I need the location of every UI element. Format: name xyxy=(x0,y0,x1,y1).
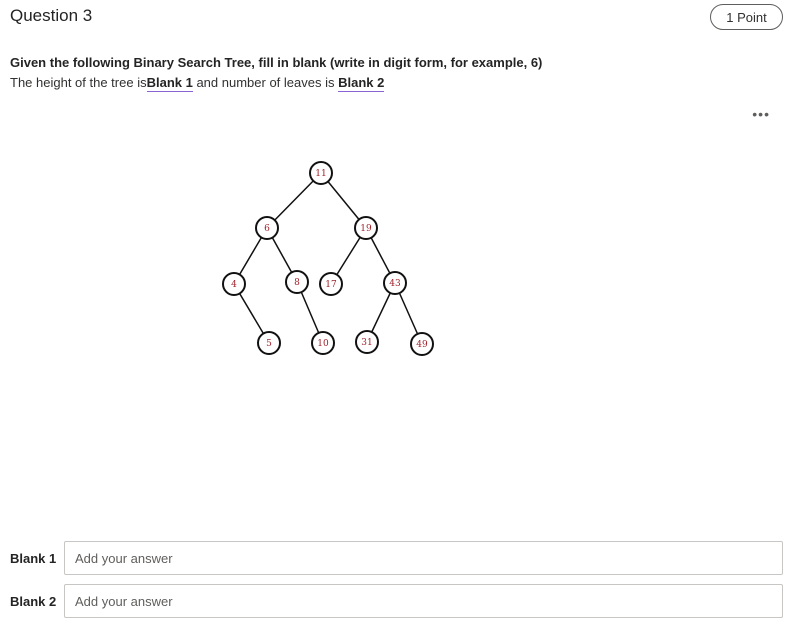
tree-node xyxy=(384,272,406,294)
tree-node xyxy=(256,217,278,239)
svg-text:19: 19 xyxy=(360,224,372,234)
svg-text:6: 6 xyxy=(264,224,270,234)
blank-1-label: Blank 1 xyxy=(10,550,57,566)
svg-text:43: 43 xyxy=(389,279,401,289)
svg-text:49: 49 xyxy=(416,340,428,350)
question-title: Question 3 xyxy=(10,6,93,25)
blank-2-reference[interactable]: Blank 2 xyxy=(338,75,385,90)
blank-2-label: Blank 2 xyxy=(10,593,57,609)
blank-2-input[interactable] xyxy=(64,584,783,618)
blank-1-reference[interactable]: Blank 1 xyxy=(146,75,193,90)
svg-text:11: 11 xyxy=(315,169,327,179)
tree-node xyxy=(310,162,332,184)
svg-text:8: 8 xyxy=(294,278,300,288)
svg-text:5: 5 xyxy=(266,339,272,349)
tree-node xyxy=(320,273,342,295)
question-prompt: Given the following Binary Search Tree, fill in blank (write in digit form, for example, 6) xyxy=(10,55,543,70)
sentence-part-1: The height of the tree is xyxy=(10,75,147,90)
points-badge: 1 Point xyxy=(710,4,783,30)
tree-node xyxy=(355,217,377,239)
svg-text:17: 17 xyxy=(325,280,337,290)
svg-text:31: 31 xyxy=(361,338,373,348)
question-sentence xyxy=(10,75,384,90)
answer-row-blank-1 xyxy=(10,541,783,575)
tree-node xyxy=(223,273,245,295)
tree-nodes xyxy=(223,162,433,355)
tree-node xyxy=(356,331,378,353)
svg-text:4: 4 xyxy=(231,280,237,290)
blank-1-input[interactable] xyxy=(64,541,783,575)
sentence-part-2: and number of leaves is xyxy=(192,75,339,90)
tree-node xyxy=(411,333,433,355)
answer-row-blank-2 xyxy=(10,584,783,618)
binary-search-tree-image xyxy=(215,150,445,370)
tree-edges xyxy=(234,173,422,344)
svg-text:10: 10 xyxy=(317,339,329,349)
tree-node xyxy=(258,332,280,354)
tree-node xyxy=(286,271,308,293)
tree-node xyxy=(312,332,334,354)
more-options-icon[interactable]: ••• xyxy=(752,106,770,122)
